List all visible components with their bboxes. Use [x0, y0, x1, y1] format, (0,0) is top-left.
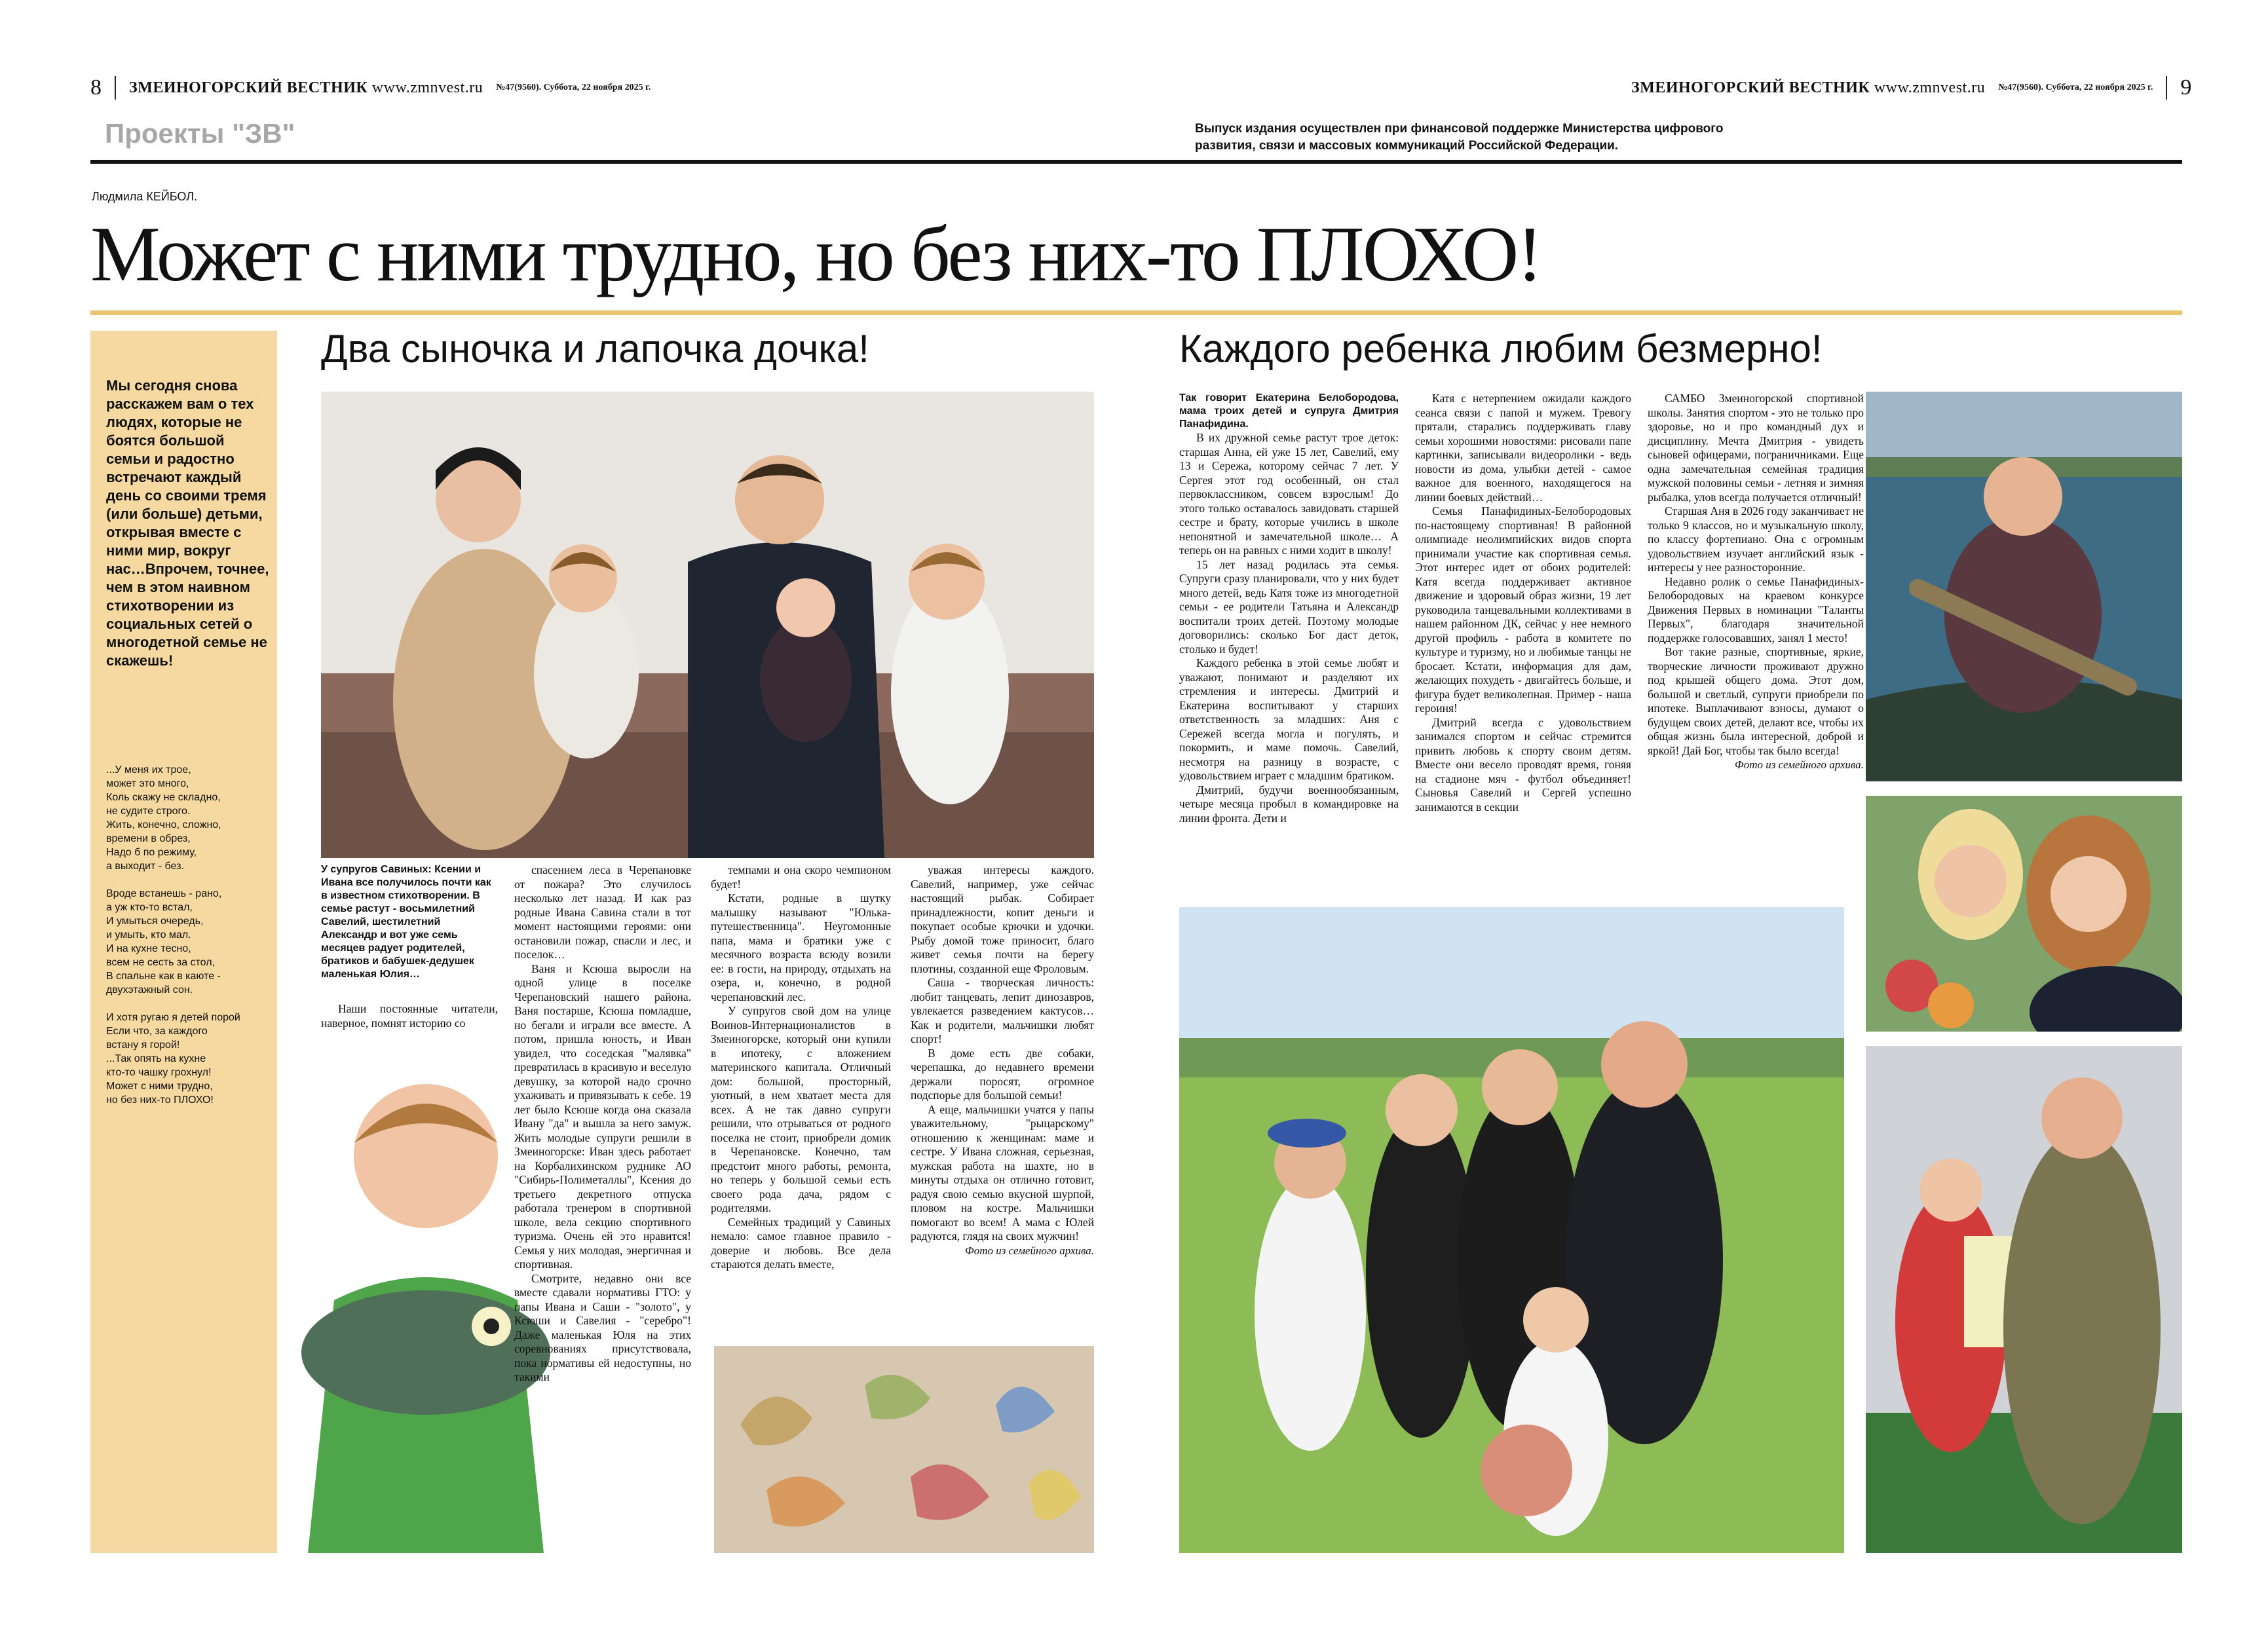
article2-column-3 [1648, 392, 1864, 772]
newspaper-title: ЗМЕИНОГОРСКИЙ ВЕСТНИК [1631, 79, 1870, 96]
paragraph: Семья Панафидиных-Белобородовых по-настоящему спортивная! В районной олимпиаде неолимпийских видов спорта принимали участие как спортивная семья. Этот интерес идет от обоих родителей: Катя всегда поддерживает активное движение и здоровый образ жизни, 19 лет руководила танцевальными коллективами в нашем районном ДК, сейчас у нее немного другой профиль - работа в комитете по культуре и туризму, но и любимые танцы не бросает. Кстати, информация для дам, желающих похудеть - двигайтесь больше, и фигура будет великолепная. Пример - наша героиня! [1415, 504, 1631, 715]
paragraph: Смотрите, недавно они все вместе сдавали нормативы ГТО: у папы Ивана и Саши - "золото", у Ксюши и Савелия - "серебро"! Даже маленькая Юля на этих соревнованиях присутствовала, пока нормативы ей недоступны, но такими [514, 1271, 691, 1383]
panafidin-family-stadium-photo [1179, 907, 1844, 1553]
newspaper-website[interactable]: www.zmnvest.ru [371, 79, 483, 96]
header-divider [115, 76, 116, 100]
headline: Может с ними трудно, но без них-то ПЛОХО! [90, 210, 1541, 297]
page-number-right: 9 [2180, 75, 2192, 100]
newspaper-name-right [1631, 79, 1985, 97]
mother-daughter-photo [1866, 796, 2182, 1032]
gold-rule [90, 310, 2182, 315]
poem-sidebar [90, 331, 277, 1553]
paragraph: Катя с нетерпением ожидали каждого сеанса связи с папой и мужем. Тревогу прятали, старались поддерживать главу семьи хорошими новостями: рисовали папе картинки, записывали видеоролики - ведь новости из дома, улыбки детей - самое важное для военного, находящегося на линии боевых действий… [1415, 392, 1631, 504]
issue-info-right: №47(9560). Суббота, 22 ноября 2025 г. [1998, 83, 2153, 92]
paragraph: Вот такие разные, спортивные, яркие, творческие личности проживают дружно под крышей общего дома. Этот дом, большой и светлый, супруги приобрели по ипотеке. Выплачивают взносы, думают о будущем своих детей, делают все, чтобы их общая жизнь была интересной, доброй и яркой! Дай Бог, чтобы так было всегда! [1648, 645, 1864, 757]
paragraph: Старшая Аня в 2026 году заканчивает не только 9 классов, но и музыкальную школу, по классу фортепиано. Она с огромным удовольствием изучает английский язык - интересы у нее разносторонние. [1648, 504, 1864, 574]
article2-lead: Так говорит Екатерина Белобородова, мама троих детей и супруга Дмитрия Панафидина. [1179, 392, 1399, 430]
paragraph: Недавно ролик о семье Панафидиных-Белобородовых на краевом конкурсе Движения Первых в номинации "Таланты Первых", благодаря значительной поддержке голосовавших, занял 1 место! [1648, 574, 1864, 644]
rubric-label: Проекты "ЗВ" [105, 118, 295, 149]
sambo-award-photo [1866, 1046, 2182, 1553]
article1-title: Два сыночка и лапочка дочка! [321, 327, 869, 371]
photo-credit: Фото из семейного архива. [965, 1244, 1094, 1257]
paragraph: темпами и она скоро чемпионом будет! [711, 863, 891, 891]
paragraph: У супругов свой дом на улице Воинов-Интернационалистов в Змеиногорске, который они купили в ипотеку, с вложением материнского капитала. Отличный дом: большой, просторный, уютный, в нем хватает места для всех. А не так давно супруги решили, что отрываться от родного поселка не стоит, приобрели домик в Черепановске. Конечно, там предстоит много работы, ремонта, но теперь у большой семьи есть своего рода дача, рядом с родителями. [711, 1004, 891, 1214]
newspaper-title: ЗМЕИНОГОРСКИЙ ВЕСТНИК [129, 79, 368, 96]
article1-column-1 [321, 1002, 498, 1030]
article1-column-4 [911, 863, 1094, 1258]
paragraph: Кстати, родные в шутку малышку называют "Юлька-путешественница". Неугомонные папа, мама и братики уже с месячного возраста всюду возили ее: в гости, на природу, отдыхать на озера, и, конечно, в родной черепановский лес. [711, 891, 891, 1003]
sponsor-note: Выпуск издания осуществлен при финансовой поддержке Министерства цифрового развития, связи и массовых коммуникаций Российской Федерации. [1195, 122, 1724, 153]
issue-info-left: №47(9560). Суббота, 22 ноября 2025 г. [496, 83, 651, 92]
paragraph: Дмитрий всегда с удовольствием занимался спортом и сейчас стремится привить любовь к спорту своим детям. Вместе они весело проводят время, гоняя на стадионе мяч - футбол объединяет! Сыновья Савелий и Сергей успешно занимаются в секции [1415, 715, 1631, 813]
sidebar-intro: Мы сегодня снова расскажем вам о тех людях, которые не боятся большой семьи и радостно встречают каждый день со своими тремя (или больше) детьми, открывая вместе с ними мир, вокруг нас…Впрочем, точнее, чем в этом наивном стихотворении из социальных сетей о многодетной семье не скажешь! [106, 377, 269, 669]
article2-column-1 [1179, 392, 1399, 825]
paragraph: В доме есть две собаки, черепашка, до недавнего времени держали поросят, огромное подспорье для большой семьи! [911, 1046, 1094, 1102]
top-rule [90, 160, 2182, 164]
savin-family-photo [321, 392, 1094, 858]
author-byline: Людмила КЕЙБОЛ. [92, 190, 198, 203]
article1-column-3 [711, 863, 891, 1272]
paragraph: САМБО Змеиногорской спортивной школы. Занятия спортом - это не только про здоровье, но и про командный дух и дисциплину. Мечта Дмитрия - увидеть сыновей офицерами, пограничниками. Еще одна замечательная семейная традиция мужской половины семьи - летняя и зимняя рыбалка, улов всегда получается отличный! [1648, 392, 1864, 504]
paragraph: Ваня и Ксюша выросли на одной улице в поселке Черепановский нашего района. Ваня постарше, Ксюша помладше, но бегали и играли все вместе. А потом, пришла юность, и Иван увидел, что соседская "малявка" превратилась в красивую и веселую девушку, за которой надо срочно ухаживать и привязывать к себе. 19 лет было Ксюше когда она сказала Ивану "да" и вышла за него замуж. Жить молодые супруги решили в Змеиногорске: Иван здесь работает на Корбалихинском руднике АО "Сибирь-Полиметаллы", Ксения до третьего декретного отпуска работала тренером в спортивной школе, вела секцию спортивного туризма. Очень ей это нравится! Семья у них молодая, энергичная и спортивная. [514, 962, 691, 1271]
article1-column-2 [514, 863, 691, 1385]
photo-credit: Фото из семейного архива. [1735, 758, 1864, 771]
paragraph: 15 лет назад родилась эта семья. Супруги сразу планировали, что у них будет много детей, ведь Катя тоже из многодетной семьи - ее родители Татьяна и Александр воспитали троих детей. Поэтому молодые договорились: сколько Бог даст деток, столько и будет! [1179, 557, 1399, 656]
sidebar-poem: ...У меня их трое, может это много, Коль скажу не складно, не судите строго. Жить, конечно, сложно, времени в обрез, Надо б по режиму, а выходит - без. Вроде встанешь - рано, а уж кто-то встал, И умыться очередь, и умыть, кто мал. И на кухне тесно, всем не сесть за стол, В спальне как в каюте - двухэтажный сон. И хотя ругаю я детей порой Если что, за каждого встану я горой! ...Так опять на кухне кто-то чашку грохнул! Может с ними трудно, но без них-то ПЛОХО! [106, 764, 240, 1106]
paragraph: А еще, мальчишки учатся у папы уважительному, "рыцарскому" отношению к женщинам: маме и сестре. У Ивана сложная, серьезная, мужская работа на шахте, но в минуты отдыха он отлично готовит, радуя свою семью вкусной шурпой, пловом на костре. Мальчишки помогают во всем! А мама с Юлей радуются, глядя на своих мужчин! [911, 1102, 1094, 1242]
article2-title: Каждого ребенка любим безмерно! [1179, 327, 1823, 371]
newspaper-name-left [129, 79, 483, 97]
paragraph: Саша - творческая личность: любит танцевать, лепит динозавров, увлекается разведением кактусов… Как и родители, мальчишки любят спорт! [911, 976, 1094, 1045]
paragraph: В их дружной семье растут трое деток: старшая Анна, ей уже 15 лет, Савелий, ему 13 и Сережа, которому сейчас 7 лет. У Сергея этот год особенный, он стал первоклассником, совсем взрослым! До этого только оставалось завидовать старшей сестре и брату, которые учились в школе непонятной и замечательной школе… А теперь он на равных с ними ходит в школу! [1179, 431, 1399, 557]
paragraph: спасением леса в Черепановке от пожара? Это случилось несколько лет назад. И как раз родные Ивана Савина стали в тот момент настоящими героями: они остановили пожар, спасли и лес, и поселок… [514, 863, 691, 961]
paragraph: Дмитрий, будучи военнообязанным, четыре месяца пробыл в командировке на линии фронта. Дети и [1179, 783, 1399, 825]
boy-fishing-photo [1866, 392, 2182, 781]
paragraph: Наши постоянные читатели, наверное, помнят историю со [321, 1002, 498, 1030]
article2-column-2 [1415, 392, 1631, 814]
header-right [1631, 73, 2191, 102]
page-number-left: 8 [90, 75, 102, 100]
article1-caption: У супругов Савиных: Ксении и Ивана все получилось почти как в известном стихотворении. В семье растут - восьмилетний Савелий, шестилетний Александр и вот уже семь месяцев радует родителей, братиков и бабушек-дедушек маленькая Юлия… [321, 864, 491, 980]
clay-dinosaurs-photo [714, 1346, 1094, 1553]
paragraph: уважая интересы каждого. Савелий, например, уже сейчас настоящий рыбак. Собирает принадлежности, копит деньги и покупает особые крючки и удочки. Рыбу домой тоже приносит, благо живет семья почти на берегу плотины, созданной еще Фроловым. [911, 863, 1094, 975]
paragraph: Каждого ребенка в этой семье любят и уважают, понимают и разделяют их стремления и интересы. Дмитрий и Екатерина воспитывают у старших ответственность за младших: Аня с Сережей всегда могла и погулять, и покормить, и маме помочь. Савелий, несмотря на разницу в возрасте, с удовольствием играет с младшим братиком. [1179, 656, 1399, 782]
newspaper-website[interactable]: www.zmnvest.ru [1874, 79, 1986, 96]
header-left [90, 73, 651, 102]
paragraph: Семейных традиций у Савиных немало: самое главное правило - доверие и любовь. Все дела стараются делать вместе, [711, 1215, 891, 1271]
header-divider [2166, 76, 2167, 100]
